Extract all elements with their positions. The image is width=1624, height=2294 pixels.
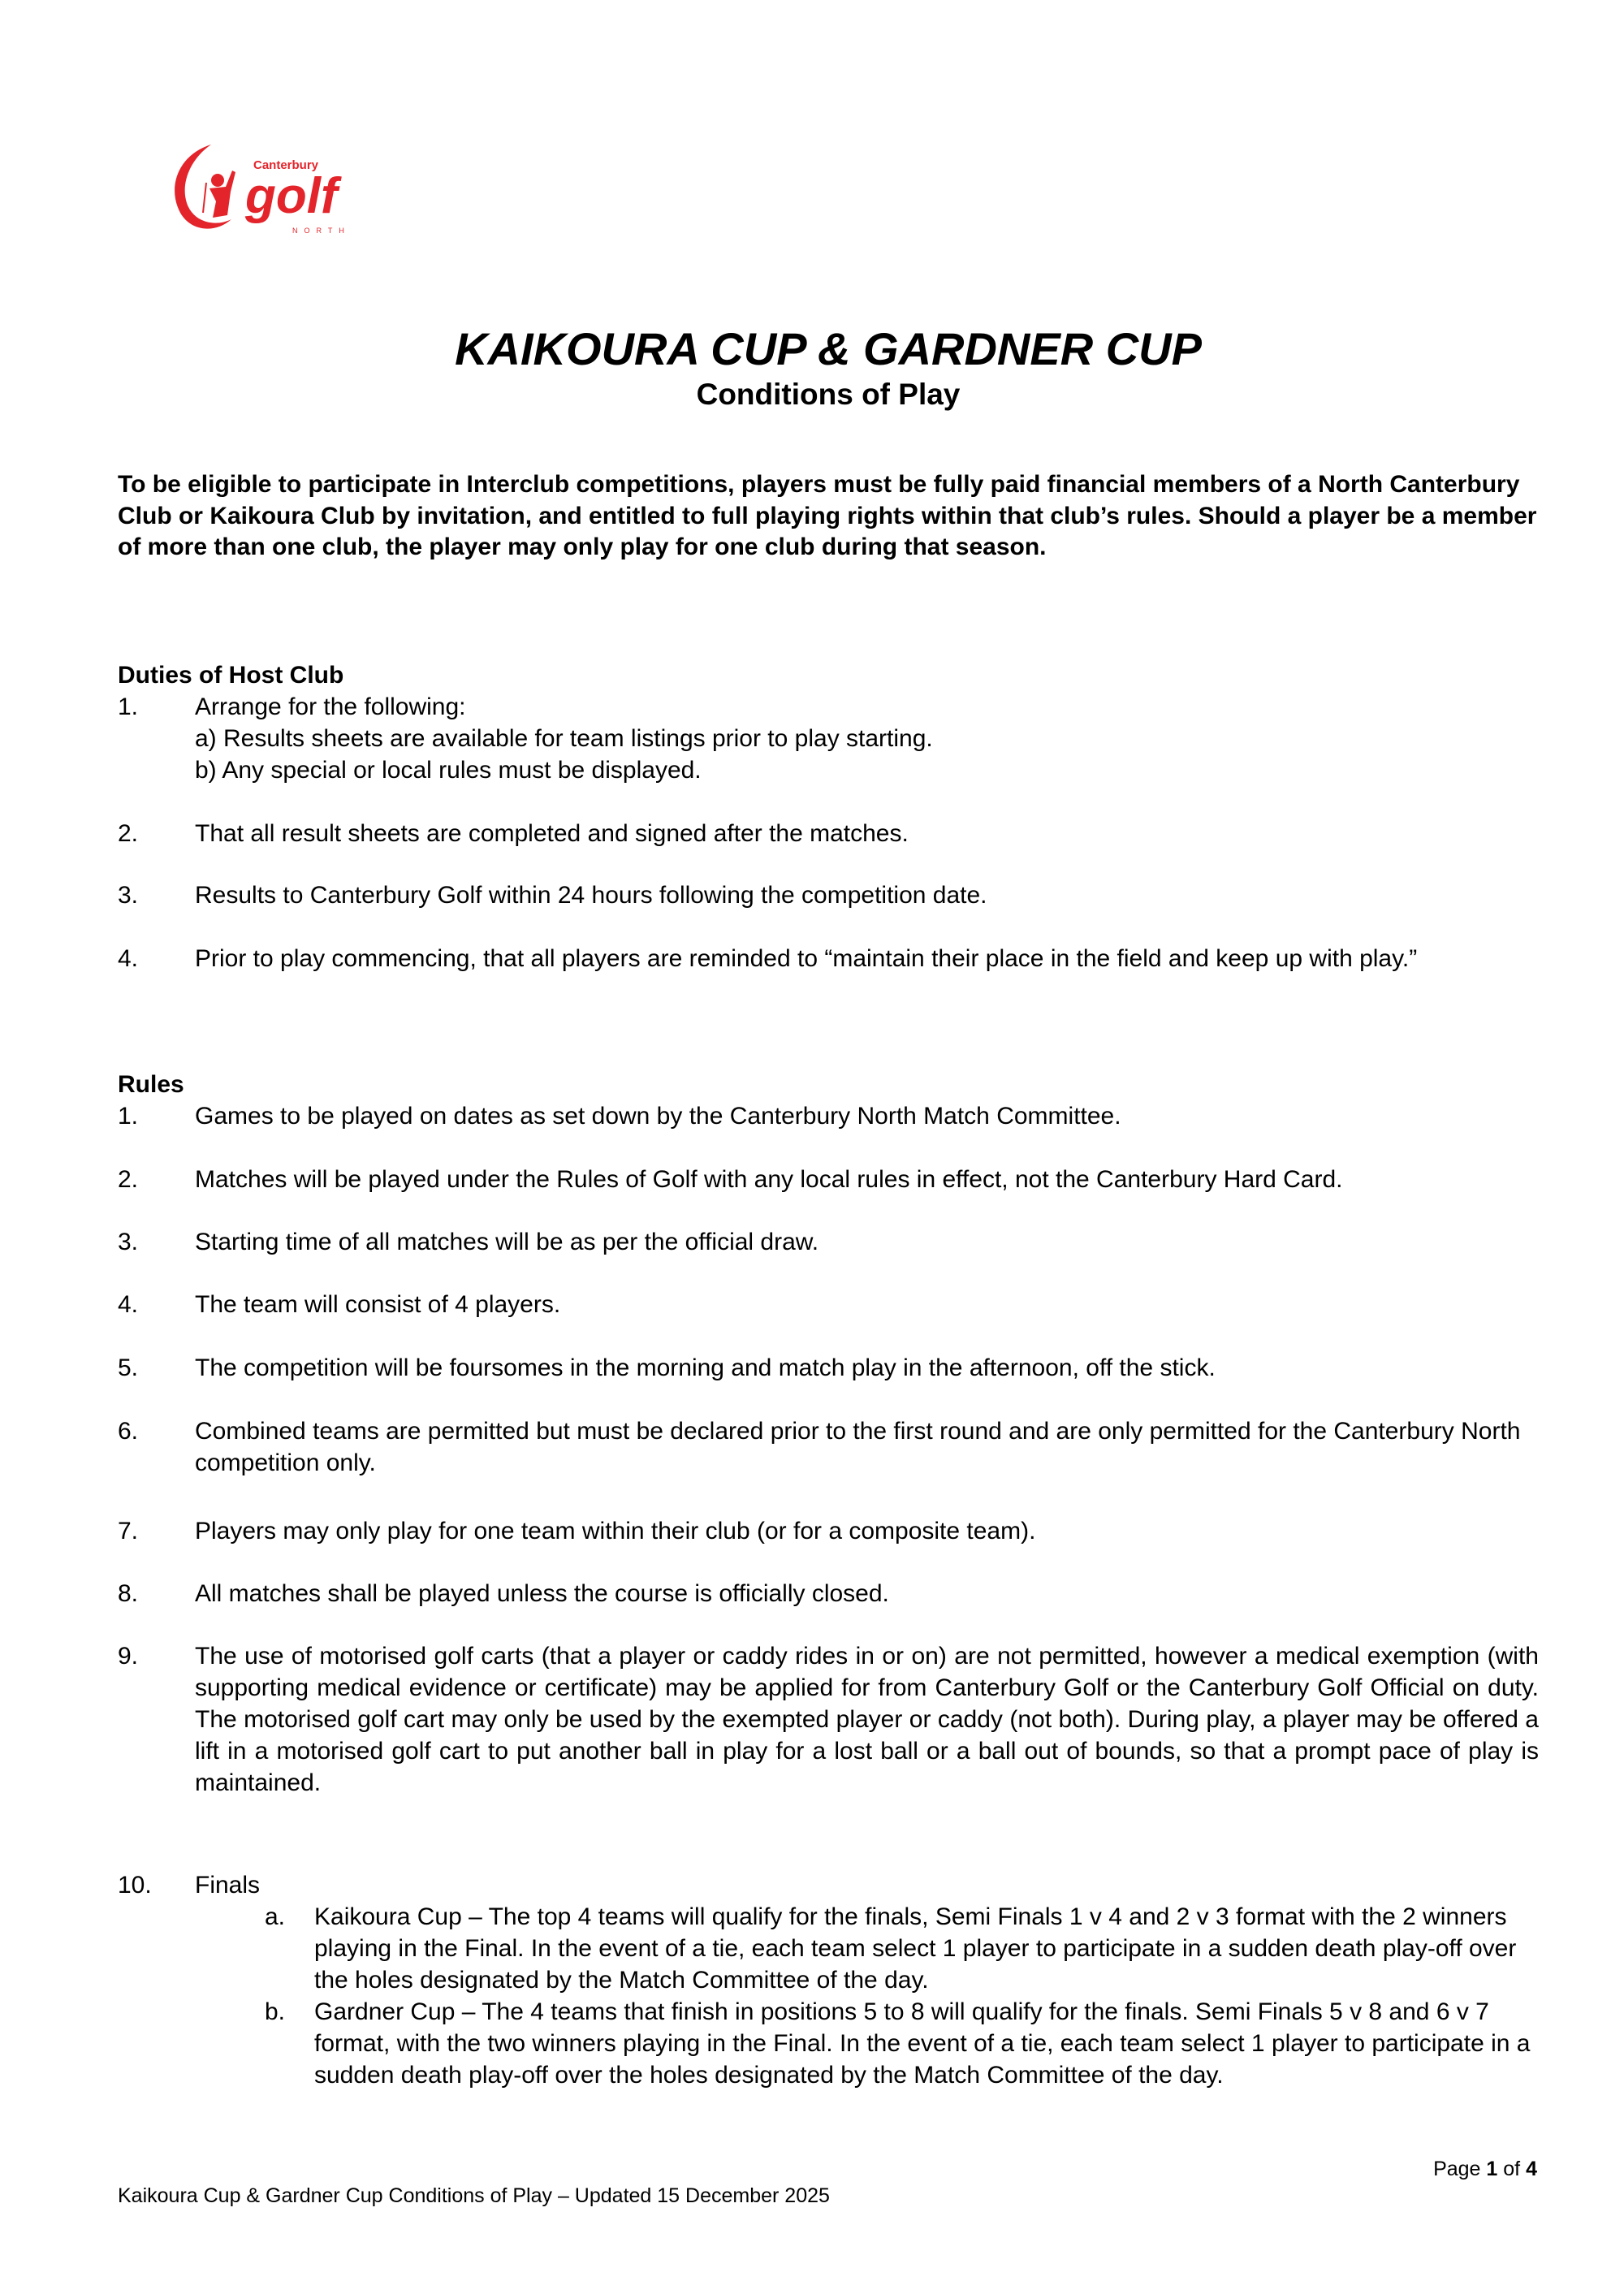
item-number: 10. <box>118 1872 152 1899</box>
item-number: 1. <box>118 1103 139 1130</box>
item-number: 5. <box>118 1354 139 1381</box>
item-text: Results to Canterbury Golf within 24 hours following the competition date. <box>195 882 987 909</box>
page-total: 4 <box>1526 2158 1537 2180</box>
svg-text:Canterbury: Canterbury <box>253 158 319 172</box>
item-text: Matches will be played under the Rules of Golf with any local rules in effect, not the Canterbury Hard Card. <box>195 1166 1343 1193</box>
item-text: Finals <box>195 1872 261 1899</box>
sub-label: b. <box>265 1998 286 2025</box>
svg-text:NORTH: NORTH <box>292 227 351 235</box>
svg-text:golf: golf <box>245 168 338 224</box>
item-text: That all result sheets are completed and signed after the matches. <box>195 820 909 847</box>
rule-item <box>118 1100 1539 1132</box>
sub-text: Kaikoura Cup – The top 4 teams will qualify for the finals, Semi Finals 1 v 4 and 2 v 3 format with the 2 winners playing in the Final. In the event of a tie, each team select 1 player to participate in a sudden death play-off over the holes designated by the Match Committee of the day. <box>314 1903 1517 1994</box>
item-number: 4. <box>118 1291 139 1318</box>
rule-item <box>118 1640 1539 1799</box>
rule-item <box>118 1415 1539 1479</box>
document-title: KAIKOURA CUP & GARDNER CUP <box>455 323 1202 374</box>
item-text: Prior to play commencing, that all players are reminded to “maintain their place in the field and keep up with play.” <box>195 945 1418 972</box>
duty-item <box>118 691 1539 786</box>
item-text: Combined teams are permitted but must be declared prior to the first round and are only permitted for the Canterbury North competition only. <box>195 1418 1521 1476</box>
item-number: 8. <box>118 1580 139 1607</box>
finals-sub-item <box>118 1996 1539 2091</box>
item-number: 4. <box>118 945 139 972</box>
item-text: Starting time of all matches will be as per the official draw. <box>195 1229 819 1255</box>
item-text: Arrange for the following: <box>195 693 466 720</box>
sub-label: a. <box>265 1903 286 1930</box>
item-number: 2. <box>118 1166 139 1193</box>
item-text: The use of motorised golf carts (that a player or caddy rides in or on) are not permitted, however a medical exemption (with supporting medical evidence or certificate) may be applied for from Canterbury Golf or the Canterbury Golf Official on duty. The motorised golf cart may only be used by the exempted player or caddy (not both). During play, a player may be offered a lift in a motorised golf cart to put another ball in play for a lost ball or a ball out of bounds, so that a prompt pace of play is maintained. <box>195 1643 1539 1796</box>
item-number: 9. <box>118 1643 139 1670</box>
rule-item <box>118 1515 1539 1547</box>
item-number: 1. <box>118 693 139 720</box>
page-current: 1 <box>1486 2158 1498 2180</box>
duty-item <box>118 818 1539 849</box>
item-number: 3. <box>118 882 139 909</box>
duty-item <box>118 943 1539 974</box>
canterbury-golf-north-logo <box>162 138 374 244</box>
sub-item: b) Any special or local rules must be displayed. <box>195 757 702 784</box>
rule-item <box>118 1289 1539 1320</box>
duty-item <box>118 879 1539 911</box>
item-text: All matches shall be played unless the course is officially closed. <box>195 1580 889 1607</box>
page-number <box>1433 2154 1537 2185</box>
rule-item <box>118 1164 1539 1195</box>
item-text: Games to be played on dates as set down by the Canterbury North Match Committee. <box>195 1103 1121 1130</box>
item-text: Players may only play for one team within their club (or for a composite team). <box>195 1518 1036 1544</box>
duties-heading: Duties of Host Club <box>118 662 344 689</box>
eligibility-statement: To be eligible to participate in Interclub competitions, players must be fully paid financial members of a North Canterbury Club or Kaikoura Club by invitation, and entitled to full playing rights within that club’s rules. Should a player be a member of more than one club, the player may only play for one club during that season. <box>118 471 1537 560</box>
footer-text: Kaikoura Cup & Gardner Cup Conditions of Play – Updated 15 December 2025 <box>118 2184 830 2207</box>
rule-item <box>118 1578 1539 1609</box>
item-number: 3. <box>118 1229 139 1255</box>
rule-item <box>118 1352 1539 1384</box>
document-subtitle: Conditions of Play <box>696 378 961 411</box>
item-text: The team will consist of 4 players. <box>195 1291 561 1318</box>
sub-item: a) Results sheets are available for team listings prior to play starting. <box>195 725 933 752</box>
item-number: 6. <box>118 1418 139 1445</box>
rules-heading: Rules <box>118 1071 184 1098</box>
rule-item <box>118 1226 1539 1258</box>
page-prefix: Page <box>1433 2158 1481 2180</box>
rule-item-finals <box>118 1869 1539 2091</box>
item-number: 7. <box>118 1518 139 1544</box>
sub-text: Gardner Cup – The 4 teams that finish in positions 5 to 8 will qualify for the finals. Semi Finals 5 v 8 and 6 v 7 format, with the two winners playing in the Final. In the event of a tie, each team select 1 player to participate in a sudden death play-off over the holes designated by the Match Committee of the day. <box>314 1998 1531 2089</box>
item-text: The competition will be foursomes in the morning and match play in the afternoon, off the stick. <box>195 1354 1216 1381</box>
item-number: 2. <box>118 820 139 847</box>
finals-sub-item <box>118 1901 1539 1996</box>
page-of: of <box>1503 2158 1521 2180</box>
